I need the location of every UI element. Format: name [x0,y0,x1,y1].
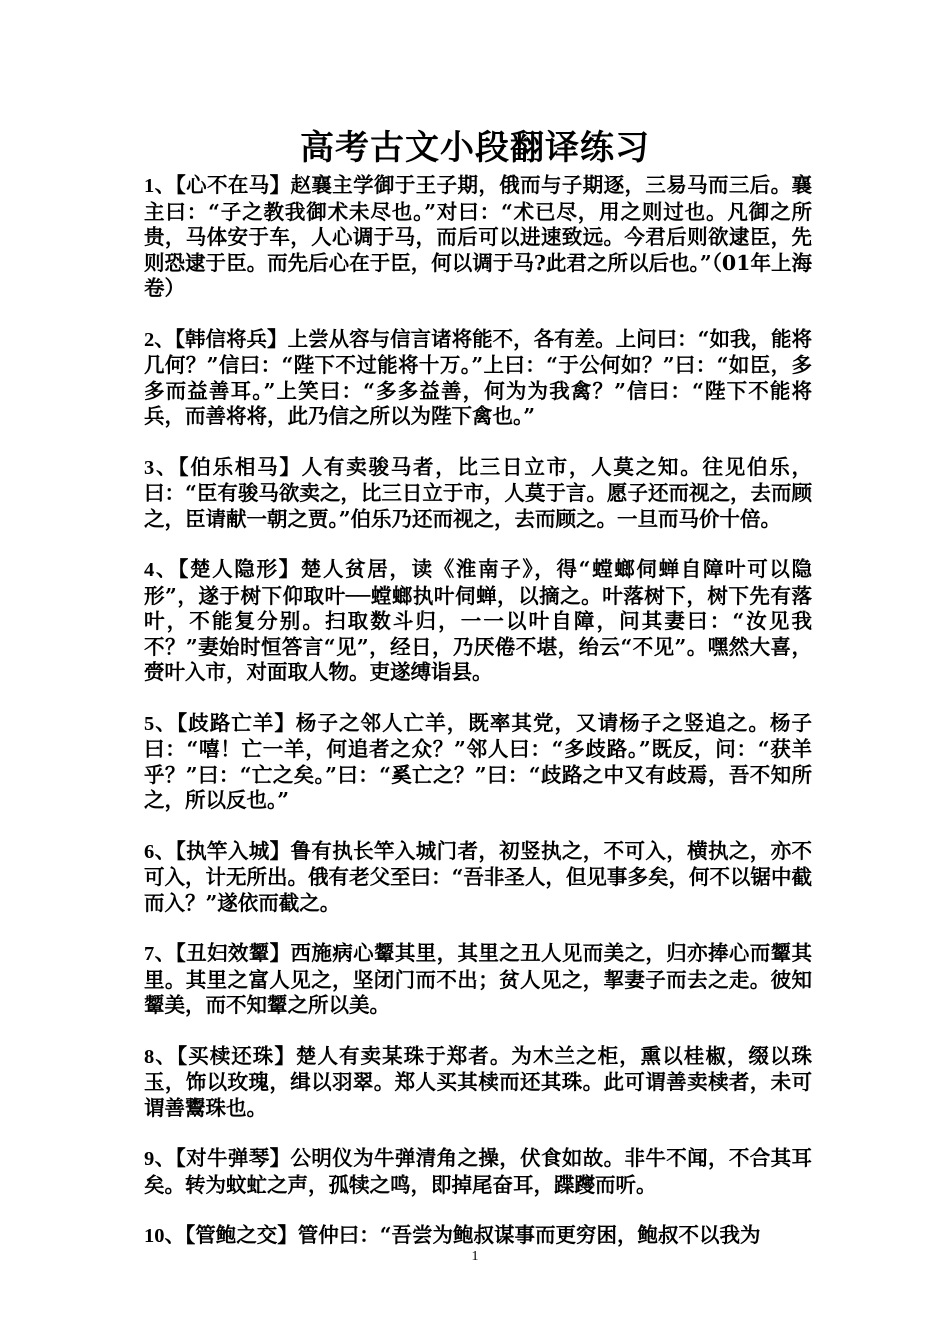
paragraph-number: 1、 [144,175,176,197]
document-body [144,173,812,1275]
paragraph-text: 赵襄主学御于王子期，俄而与子期逐，三易马而三后。襄主曰：“子之教我御术未尽也。”对曰：“术已尽，用之则过也。凡御之所贵，马体安于车，人心调于马，而后可以进速致远。今君后则欲逮臣，先则恐逮于臣。而先后心在于臣，何以调于马?此君之所以后也。”（01年上海卷） [144,173,812,300]
paragraph-8 [144,1044,812,1122]
paragraph-number: 8、 [144,1045,177,1068]
paragraph-heading: 【楚人隐形】 [178,557,301,581]
paragraph-heading: 【歧路亡羊】 [176,710,296,735]
paragraph-2 [144,327,812,430]
paragraph-number: 9、 [144,1148,176,1170]
paragraph-9 [144,1146,812,1198]
page-title: 高考古文小段翻译练习 [300,128,650,168]
paragraph-heading: 【对牛弹琴】 [175,1146,291,1170]
page-number: 1 [471,1249,479,1264]
paragraph-text: 管仲曰：“吾尝为鲍叔谋事而更穷困，鲍叔不以我为 [297,1223,761,1247]
paragraph-number: 7、 [144,943,176,965]
paragraph-6 [144,839,812,917]
paragraph-number: 6、 [144,840,176,863]
paragraph-text: 上尝从容与信言诸将能不，各有差。上问曰：“如我，能将几何？”信曰：“陛下不过能将十万。”上曰：“于公何如？”曰：“如臣，多多而益善耳。”上笑曰：“多多益善，何为为我禽？”信曰：“陛下不能将兵，而善将将，此乃信之所以为陛下禽也。” [144,326,813,428]
paragraph-1 [144,173,812,302]
paragraph-heading: 【管鲍之交】 [185,1223,298,1247]
paragraph-text: 杨子之邻人亡羊，既率其党，又请杨子之竖追之。杨子曰：“嘻！亡一羊，何追者之众？”邻人曰：“多歧路。”既反，问：“获羊乎？”曰：“亡之矣。”曰：“奚亡之？”曰：“歧路之中又有歧焉，吾不知所之，所以反也。” [144,710,813,812]
paragraph-text: 楚人有卖某珠于郑者。为木兰之柜，熏以桂椒，缀以珠玉，饰以玫瑰，缉以羽翠。郑人买其椟而还其珠。此可谓善卖椟者，未可谓善鬻珠也。 [144,1043,813,1120]
paragraph-number: 10、 [144,1225,185,1247]
paragraph-heading: 【伯乐相马】 [178,454,302,479]
paragraph-heading: 【韩信将兵】 [174,326,288,351]
paragraph-3 [144,455,812,533]
paragraph-10 [144,1223,812,1250]
paragraph-number: 4、 [144,559,179,581]
paragraph-number: 5、 [144,712,177,735]
paragraph-text: 楚人贫居，读《淮南子》，得“螳螂伺蝉自障叶可以隐形”，遂于树下仰取叶──螳螂执叶伺蝉，以摘之。叶落树下，树下先有落叶，不能复分别。扫取数斗归，一一以叶自障，问其妻曰：“汝见我不？”妻始时恒答言“见”，经日，乃厌倦不堪，绐云“不见”。嘿然大喜，赍叶入市，对面取人物。吏遂缚诣县。 [144,557,813,684]
paragraph-text: 鲁有执长竿入城门者，初竖执之，不可入，横执之，亦不可入，计无所出。俄有老父至曰：“吾非圣人，但见事多矣，何不以锯中截而入？”遂依而截之。 [144,838,812,915]
paragraph-heading: 【执竿入城】 [175,838,291,863]
paragraph-text: 公明仪为牛弹清角之操，伏食如故。非牛不闻，不合其耳矣。转为蚊虻之声，孤犊之鸣，即掉尾奋耳，蹀躞而听。 [144,1146,812,1197]
paragraph-5 [144,711,812,814]
paragraph-heading: 【买椟还珠】 [176,1043,296,1068]
paragraph-heading: 【丑妇效颦】 [175,941,291,965]
paragraph-number: 2、 [144,328,175,351]
paragraph-text: 人有卖骏马者，比三日立市，人莫之知。往见伯乐，曰：“臣有骏马欲卖之，比三日立于市，人莫于言。愿子还而视之，去而顾之，臣请献一朝之贾。”伯乐乃还而视之，去而顾之。一旦而马价十倍。 [144,454,813,531]
paragraph-number: 3、 [144,456,179,479]
paragraph-heading: 【心不在马】 [175,173,291,197]
paragraph-4 [144,557,812,686]
paragraph-text: 西施病心颦其里，其里之丑人见而美之，归亦捧心而颦其里。其里之富人见之，坚闭门而不出；贫人见之，挈妻子而去之走。彼知颦美，而不知颦之所以美。 [144,941,812,1017]
paragraph-7 [144,941,812,1019]
